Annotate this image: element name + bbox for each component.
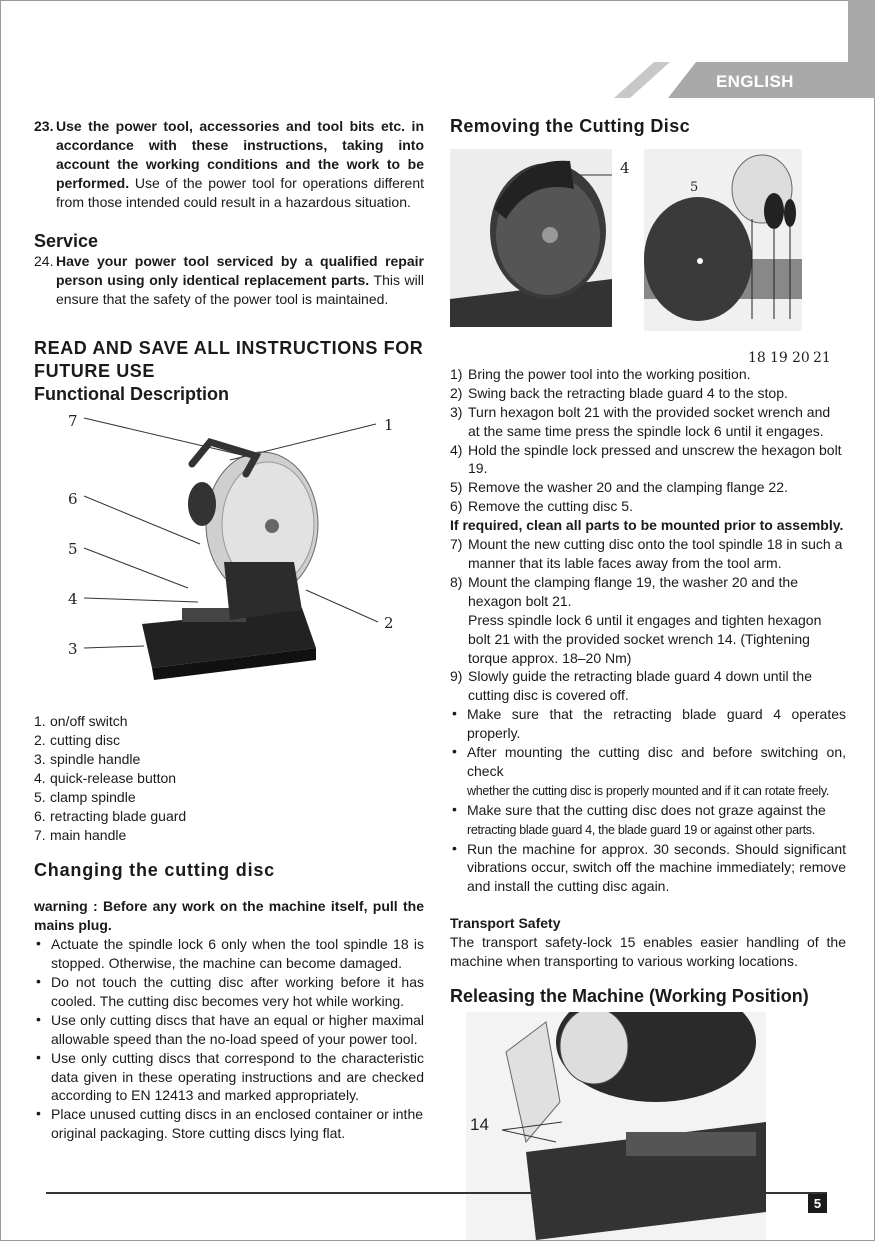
item-bold-text: Use the power tool, accessories and tool bits etc. in accordance with these instructions, taking into account the working conditions and the work to be performed. [56, 118, 424, 191]
callout-5: 5 [690, 179, 699, 195]
left-column [34, 117, 424, 1143]
list-item: • Actuate the spindle lock 6 only when the tool spindle 18 is stopped. Otherwise, the machine can become damaged. [36, 935, 424, 972]
figure-tool-overview [34, 412, 424, 712]
right-column [450, 117, 846, 1240]
list-item: 6. retracting blade guard [34, 807, 187, 824]
list-item: 7. main handle [34, 826, 127, 843]
list-item: • Use only cutting discs that correspond to the characteristic data given in these operating instructions and are checked according to EN 12413 and marked appropriately. [36, 1048, 424, 1104]
callout-7: 7 [68, 412, 78, 431]
item-text: This will ensure that the safety of the power tool is maintained. [56, 272, 425, 308]
list-item: 4) Hold the spindle lock pressed and unscrew the hexagon bolt 19. [450, 441, 842, 477]
removing-steps [450, 365, 846, 516]
footer-rule [46, 1192, 827, 1194]
list-item: 2) Swing back the retracting blade guard 4 to the stop. [450, 384, 788, 401]
list-item: 8) Mount the clamping flange 19, the washer 20 and the hexagon bolt 21. Press spindle lock 6 until it engages and tighten hexagon bolt 21 with the provided socket wrench 14. (Tightening torque approx. 18–20 Nm) [450, 573, 822, 666]
callout-19: 19 [770, 349, 788, 366]
callout-21: 21 [813, 349, 831, 366]
check-bullets [450, 705, 846, 896]
list-item: 6) Remove the cutting disc 5. [450, 498, 633, 515]
page-number: 5 [808, 1194, 827, 1213]
list-item: • Make sure that the retracting blade guard 4 operates properly. [452, 705, 846, 742]
changing-bullets [34, 935, 424, 1143]
callout-6: 6 [68, 490, 78, 509]
functional-description-heading: Functional Description [34, 384, 230, 405]
changing-disc-heading: Changing the cutting disc [34, 859, 275, 880]
figure-removing-disc [450, 149, 846, 366]
list-item: • After mounting the cutting disc and before switching on, check whether the cutting disc is properly mounted and if it can rotate freely. [452, 743, 846, 798]
removing-disc-heading: Removing the Cutting Disc [450, 116, 691, 136]
callout-2: 2 [384, 614, 394, 633]
callout-18: 18 [748, 349, 766, 366]
transport-safety-heading: Transport Safety [450, 915, 561, 932]
item-number: 23. [34, 118, 54, 134]
list-item: 1. on/off switch [34, 713, 128, 730]
photo-disc-guard [450, 149, 612, 327]
list-item: 1) Bring the power tool into the working position. [450, 365, 751, 382]
releasing-heading: Releasing the Machine (Working Position) [450, 986, 809, 1006]
safety-item-24 [34, 252, 424, 309]
warning-text: warning : Before any work on the machine itself, pull the mains plug. [34, 898, 424, 934]
callout-20: 20 [792, 349, 810, 366]
list-item: • Run the machine for approx. 30 seconds. Should significant vibrations occur, switch off the machine immediately; remove and install the cutting disc again. [452, 839, 846, 895]
callout-5: 5 [68, 540, 78, 559]
photo-transport-lock [466, 1012, 766, 1240]
photo-spindle-parts [644, 149, 802, 331]
list-item: • Place unused cutting discs in an enclosed container or inthe original packaging. Store cutting discs lying flat. [36, 1105, 424, 1142]
list-item: 7) Mount the new cutting disc onto the tool spindle 18 in such a manner that its lable faces away from the tool arm. [450, 536, 843, 571]
list-item: 3. spindle handle [34, 750, 141, 767]
list-item: 5) Remove the washer 20 and the clamping flange 22. [450, 479, 788, 496]
item-number: 24. [34, 253, 54, 270]
mounting-steps [450, 535, 846, 705]
clean-note: If required, clean all parts to be mounted prior to assembly. [450, 517, 844, 534]
list-item: • Make sure that the cutting disc does not graze against the retracting blade guard 4, the blade guard 19 or against other parts. [452, 800, 826, 837]
list-item: 5. clamp spindle [34, 788, 136, 805]
list-item: 3) Turn hexagon bolt 21 with the provided socket wrench and at the same time press the spindle lock 6 until it engages. [450, 403, 831, 439]
parts-list [34, 712, 424, 844]
safety-item-23 [34, 117, 424, 212]
item-bold-text: Have your power tool serviced by a qualified repair person using only identical replacement parts. [56, 253, 424, 289]
callout-1: 1 [384, 416, 394, 435]
read-save-heading: READ AND SAVE ALL INSTRUCTIONS FOR FUTURE USE [34, 338, 424, 382]
list-item: • Do not touch the cutting disc after working before it has cooled. The cutting disc becomes very hot while working. [36, 973, 424, 1009]
list-item: 4. quick-release button [34, 769, 177, 786]
callout-14: 14 [470, 1115, 489, 1134]
callout-4: 4 [68, 590, 78, 609]
transport-safety-text: The transport safety-lock 15 enables easier handling of the machine when transporting to various working locations. [450, 934, 846, 970]
callout-4: 4 [620, 158, 630, 177]
list-item: 9) Slowly guide the retracting blade guard 4 down until the cutting disc is covered off. [450, 668, 812, 704]
language-label: ENGLISH [716, 72, 794, 91]
item-text: Use of the power tool for operations different from those intended could result in a hazardous situation. [56, 174, 425, 210]
callout-3: 3 [68, 640, 78, 659]
service-heading: Service [34, 230, 99, 251]
chop-saw-illustration [34, 412, 424, 712]
list-item: • Use only cutting discs that have an equal or higher maximal allowable speed than the no-load speed of your power tool. [36, 1010, 424, 1047]
list-item: 2. cutting disc [34, 732, 121, 749]
